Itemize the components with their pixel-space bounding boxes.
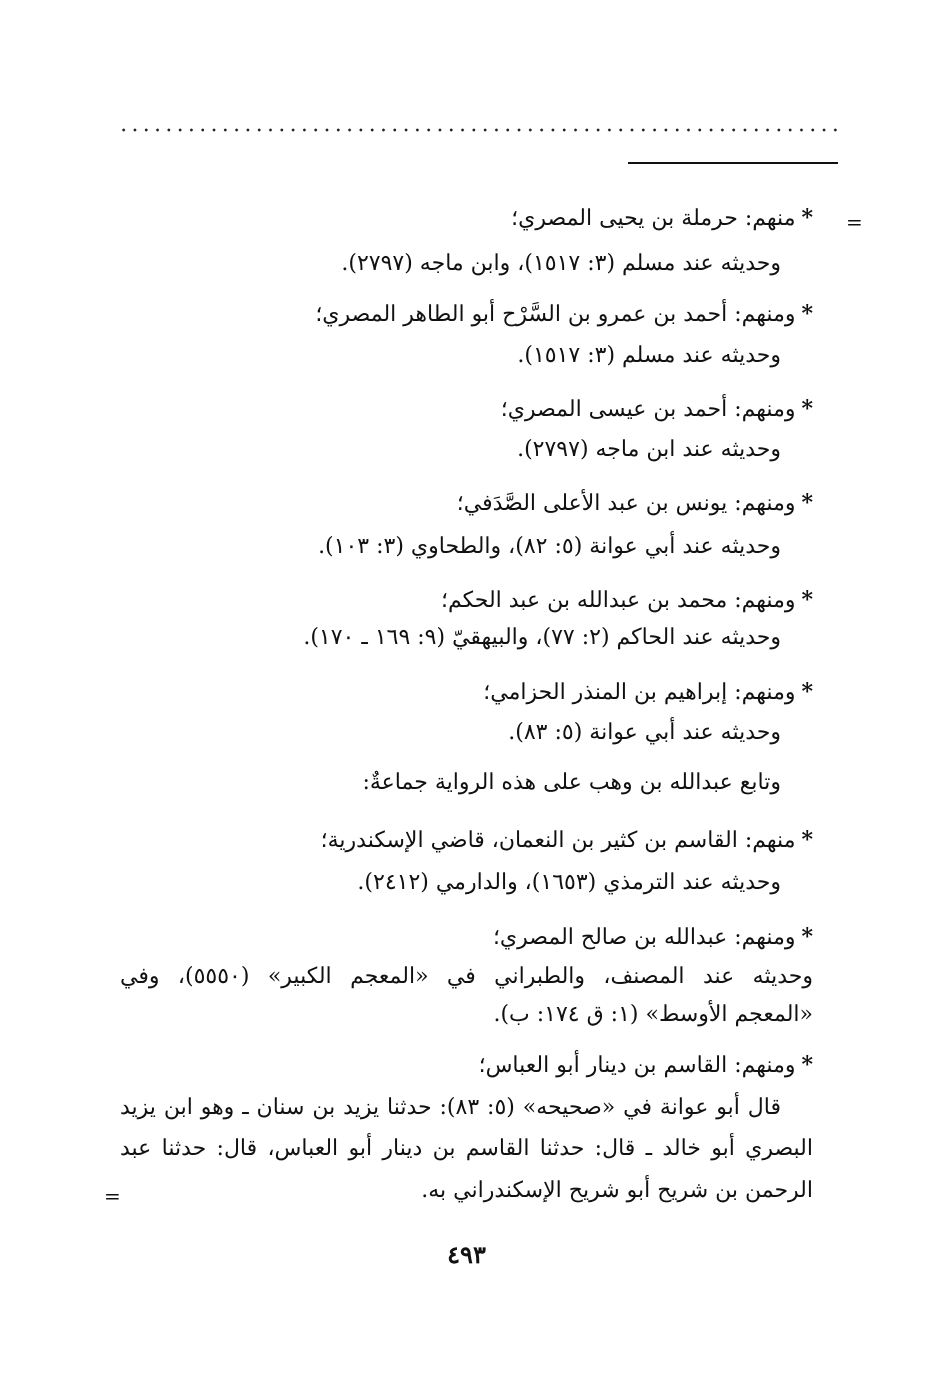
entry-line: وحديثه عند مسلم (٣: ١٥١٧).	[517, 343, 781, 368]
entry-line: *منهم: حرملة بن يحيى المصري؛	[511, 205, 813, 231]
entry-line: *ومنهم: محمد بن عبدالله بن عبد الحكم؛	[440, 587, 813, 613]
paragraph-line: وتابع عبدالله بن وهب على هذه الرواية جماعةٌ:	[362, 770, 781, 795]
entry-line: وحديثه عند ابن ماجه (٢٧٩٧).	[517, 437, 781, 462]
entry-line: *ومنهم: أحمد بن عيسى المصري؛	[500, 396, 813, 422]
entry-line: وحديثه عند مسلم (٣: ١٥١٧)، وابن ماجه (٢٧٩٧).	[341, 251, 781, 276]
dotted-separator	[118, 128, 840, 132]
entry-line: *ومنهم: يونس بن عبد الأعلى الصَّدَفي؛	[456, 490, 813, 516]
entry-line: *ومنهم: عبدالله بن صالح المصري؛	[492, 924, 813, 950]
paragraph-line: وحديثه عند المصنف، والطبراني في «المعجم الكبير» (٥٥٥٠)، وفي	[120, 964, 813, 989]
entry-line: وحديثه عند الحاكم (٢: ٧٧)، والبيهقيّ (٩: ١٦٩ ـ ١٧٠).	[303, 625, 781, 650]
paragraph-line: الرحمن بن شريح أبو شريح الإسكندراني به.	[421, 1178, 813, 1203]
continuation-mark-top: =	[846, 210, 863, 234]
entry-line: وحديثه عند أبي عوانة (٥: ٨٣).	[508, 720, 781, 745]
continuation-mark-bottom: =	[104, 1184, 121, 1208]
paragraph-line: «المعجم الأوسط» (١: ق ١٧٤: ب).	[493, 1002, 813, 1027]
paragraph-line: البصري أبو خالد ـ قال: حدثنا القاسم بن دينار أبو العباس، قال: حدثنا عبد	[120, 1136, 813, 1161]
entry-line: وحديثه عند أبي عوانة (٥: ٨٢)، والطحاوي (٣: ١٠٣).	[318, 534, 781, 559]
paragraph-line: قال أبو عوانة في «صحيحه» (٥: ٨٣): حدثنا يزيد بن سنان ـ وهو ابن يزيد	[120, 1095, 781, 1120]
entry-line: *منهم: القاسم بن كثير بن النعمان، قاضي الإسكندرية؛	[320, 827, 813, 853]
entry-line: *ومنهم: إبراهيم بن المنذر الحزامي؛	[483, 679, 813, 705]
page-number: ٤٩٣	[447, 1240, 486, 1269]
entry-line: وحديثه عند الترمذي (١٦٥٣)، والدارمي (٢٤١٢).	[357, 870, 781, 895]
footnote-rule	[628, 162, 838, 164]
entry-line: *ومنهم: القاسم بن دينار أبو العباس؛	[478, 1052, 813, 1078]
entry-line: *ومنهم: أحمد بن عمرو بن السَّرْح أبو الطاهر المصري؛	[315, 301, 813, 327]
